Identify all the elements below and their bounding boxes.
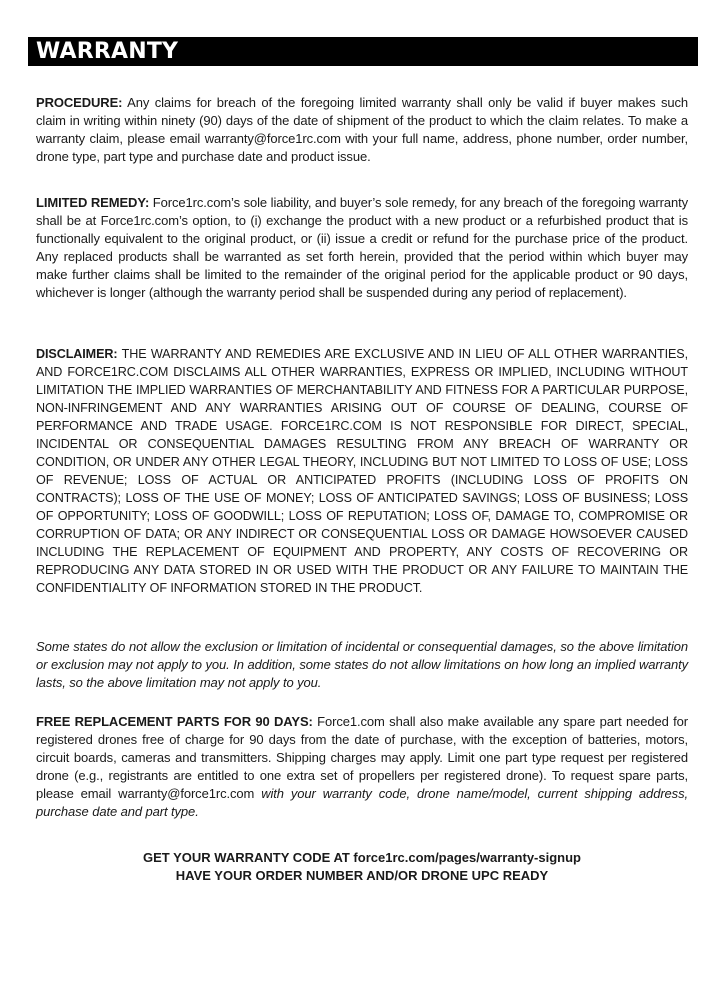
warranty-header-bar: [28, 37, 698, 66]
free-parts-body: Force1.com shall also make available any spare part needed for registered drones free of charge for 90 days from the date of purchase, with the exception of batteries, motors, circuit boards, cameras and transmitters. Shipping charges may apply. Limit one part type request per registered drone (e.g., registrants are entitled to one extra set of propellers per registered drone). To request spare parts, please email warranty@force1rc.com: [36, 714, 689, 801]
disclaimer-body: THE WARRANTY AND REMEDIES ARE EXCLUSIVE AND IN LIEU OF ALL OTHER WARRANTIES, AND FORCE1RC.COM DISCLAIMS ALL OTHER WARRANTIES, EXPRESS OR IMPLIED, INCLUDING WITHOUT LIMITATION THE IMPLIED WARRANTIES OF MERCHANTABILITY AND FITNESS FOR A PARTICULAR PURPOSE, NON-INFRINGEMENT AND ANY WARRANTIES ARISING OUT OF COURSE OF DEALING, COURSE OF PERFORMANCE AND TRADE USAGE. FORCE1RC.COM IS NOT RESPONSIBLE FOR DIRECT, SPECIAL, INCIDENTAL OR CONSEQUENTIAL DAMAGES RESULTING FROM ANY BREACH OF WARRANTY OR CONDITION, OR UNDER ANY OTHER LEGAL THEORY, INCLUDING BUT NOT LIMITED TO LOSS OF USE; LOSS OF REVENUE; LOSS OF ACTUAL OR ANTICIPATED PROFITS (INCLUDING LOSS OF PROFITS ON CONTRACTS); LOSS OF THE USE OF MONEY; LOSS OF ANTICIPATED SAVINGS; LOSS OF BUSINESS; LOSS OF OPPORTUNITY; LOSS OF GOODWILL; LOSS OF REPUTATION; LOSS OF, DAMAGE TO, COMPROMISE OR CORRUPTION OF DATA; OR ANY INDIRECT OR CONSEQUENTIAL LOSS OR DAMAGE HOWSOEVER CAUSED INCLUDING THE REPLACEMENT OF EQUIPMENT AND PROPERTY, ANY COSTS OF RECOVERING OR REPRODUCING ANY DATA STORED IN OR USED WITH THE PRODUCT OR ANY FAILURE TO MAINTAIN THE CONFIDENTIALITY OF INFORMATION STORED IN THE PRODUCT.: [36, 347, 688, 595]
limited-remedy-section: [36, 194, 688, 302]
disclaimer-section: [36, 345, 688, 597]
procedure-body: Any claims for breach of the foregoing limited warranty shall only be valid if buyer makes such claim in writing within ninety (90) days of the date of shipment of the product to which the claim relates. To make a warranty claim, please email warranty@force1rc.com with your full name, address, phone number, order number, drone type, part type and purchase date and product issue.: [36, 95, 689, 164]
state-notice-body: Some states do not allow the exclusion or limitation of incidental or consequential damages, so the above limitation or exclusion may not apply to you. In addition, some states do not allow limitations on how long an implied warranty lasts, so the above limitation may not apply to you.: [36, 639, 688, 690]
procedure-section: [36, 94, 688, 166]
cta-line-2: HAVE YOUR ORDER NUMBER AND/OR DRONE UPC READY: [175, 868, 549, 883]
limited-remedy-body: Force1rc.com’s sole liability, and buyer’s sole remedy, for any breach of the foregoing warranty shall be at Force1rc.com’s option, to (i) exchange the product with a new product or a refurbished product that is functionally equivalent to the original product, or (ii) issue a credit or refund for the purchase price of the product. Any replaced products shall be warranted as set forth herein, provided that the period within which buyer may make further claims shall be limited to the remainder of the original period for the applicable product or 90 days, whichever is longer (although the warranty period shall be suspended during any period of replacement).: [36, 195, 689, 300]
free-parts-body-italic: with your warranty code, drone name/model, current shipping address, purchase date and part type.: [36, 786, 688, 819]
disclaimer-heading: DISCLAIMER:: [36, 347, 118, 361]
free-parts-section: [36, 713, 688, 821]
state-notice-section: [36, 638, 688, 692]
page-title: WARRANTY: [36, 39, 179, 64]
free-parts-heading: FREE REPLACEMENT PARTS FOR 90 DAYS:: [36, 714, 313, 729]
cta-line-1: GET YOUR WARRANTY CODE AT force1rc.com/pages/warranty-signup: [143, 850, 581, 865]
procedure-heading: PROCEDURE:: [36, 95, 123, 110]
warranty-cta: [36, 849, 688, 885]
limited-remedy-heading: LIMITED REMEDY:: [36, 195, 150, 210]
